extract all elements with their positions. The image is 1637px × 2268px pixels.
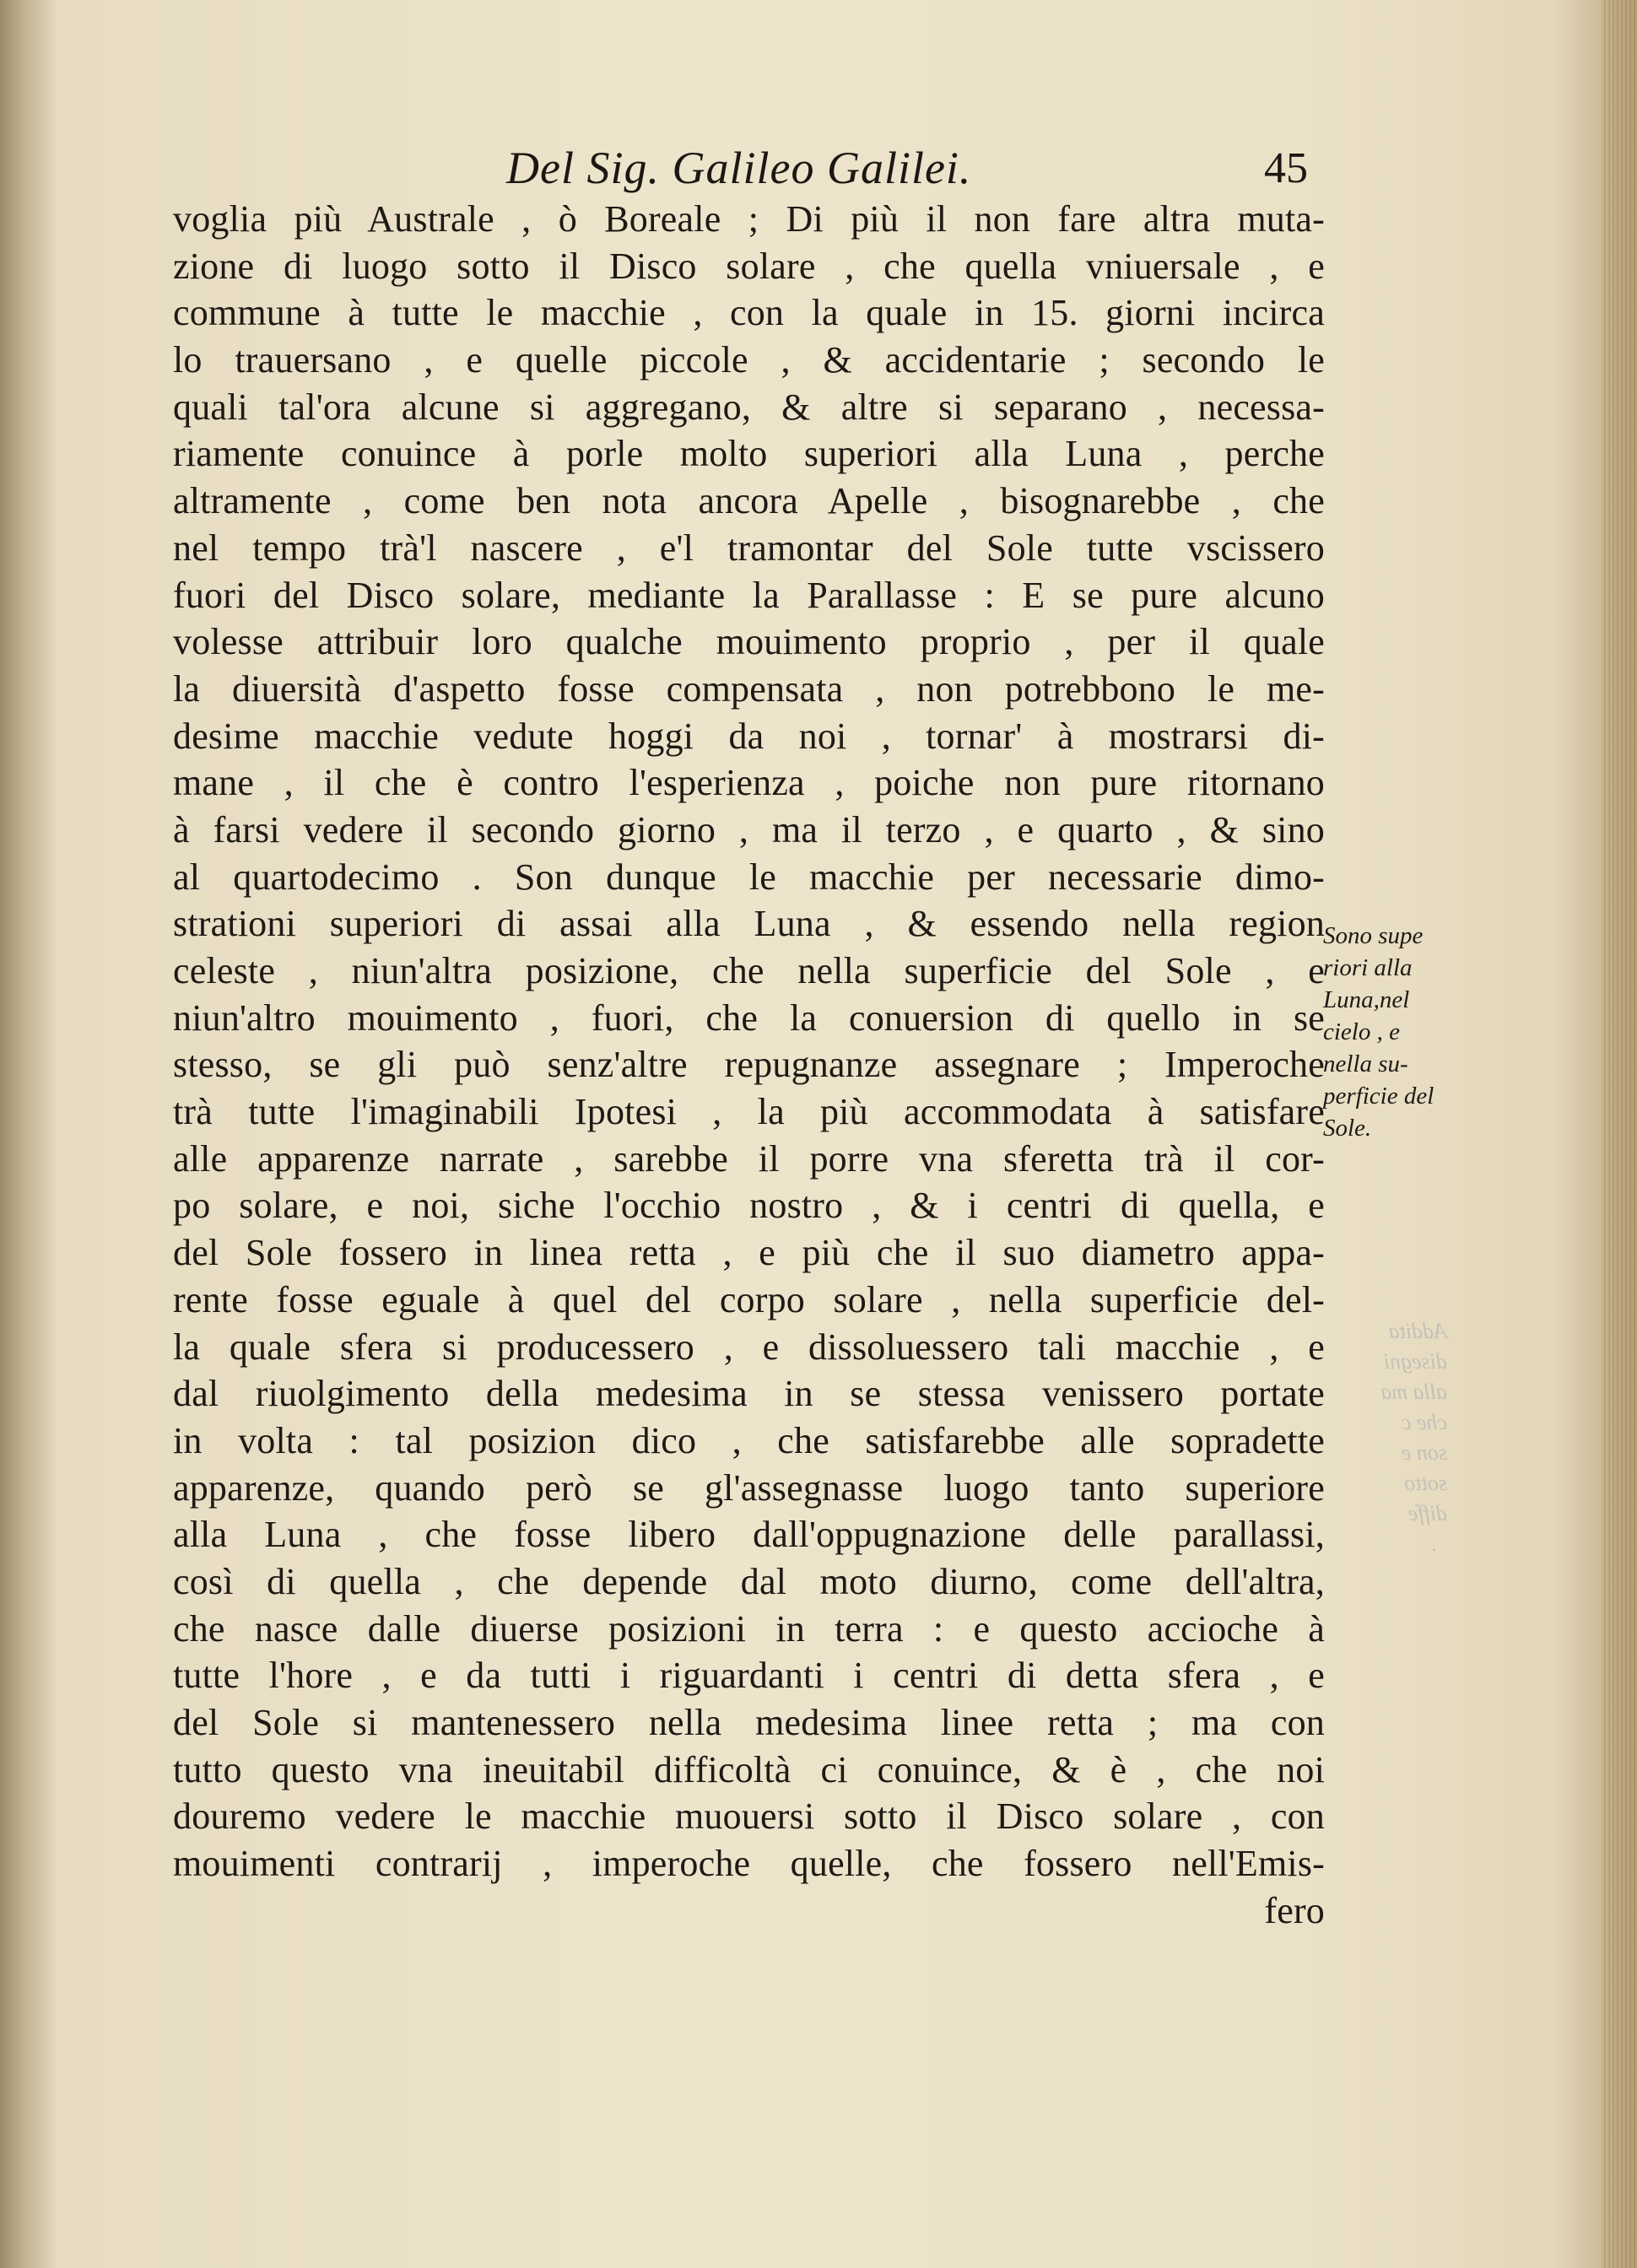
text-line: apparenze, quando però se gl'assegnasse luogo tanto superiore bbox=[173, 1466, 1325, 1509]
text-line: al quartodecimo . Son dunque le macchie per necessarie dimo- bbox=[173, 856, 1325, 898]
body-text bbox=[173, 196, 1325, 1934]
text-line: lo trauersano , e quelle piccole , & accidentarie ; secondo le bbox=[173, 339, 1325, 381]
text-line: riamente conuince à porle molto superiori alla Luna , perche bbox=[173, 433, 1325, 475]
text-line: che nasce dalle diuerse posizioni in terra : e questo accioche à bbox=[173, 1607, 1325, 1650]
margin-note-line: riori alla bbox=[1323, 954, 1413, 981]
text-line: stesso, se gli può senz'altre repugnanze assegnare ; Imperoche bbox=[173, 1044, 1325, 1086]
text-line: in volta : tal posizion dico , che satisfarebbe alle sopradette bbox=[173, 1419, 1325, 1461]
page-header bbox=[506, 142, 1316, 201]
text-line: mane , il che è contro l'esperienza , poiche non pure ritornano bbox=[173, 762, 1325, 804]
page-fore-edge bbox=[1602, 0, 1637, 2268]
text-line: del Sole fossero in linea retta , e più che il suo diametro appa- bbox=[173, 1232, 1325, 1274]
text-line: la quale sfera si producessero , e dissoluessero tali macchie , e bbox=[173, 1326, 1325, 1368]
text-line: dal riuolgimento della medesima in se stessa venissero portate bbox=[173, 1373, 1325, 1415]
text-line: desime macchie vedute hoggi da noi , tornar' à mostrarsi di- bbox=[173, 715, 1325, 757]
margin-note-line: perficie del bbox=[1323, 1083, 1434, 1110]
text-line: così di quella , che depende dal moto diurno, come dell'altra, bbox=[173, 1560, 1325, 1602]
margin-note bbox=[1323, 920, 1467, 1144]
page-number: 45 bbox=[1264, 144, 1308, 192]
text-line: mouimenti contrarij , imperoche quelle, che fossero nell'Emis- bbox=[173, 1843, 1325, 1885]
show-through-bleed: Addita disegni alla ma che c son e sotto diffe . bbox=[1380, 1319, 1447, 1556]
binding-gutter bbox=[0, 0, 59, 2268]
text-line: commune à tutte le macchie , con la quale in 15. giorni incirca bbox=[173, 292, 1325, 334]
text-line: altramente , come ben nota ancora Apelle , bisognarebbe , che bbox=[173, 480, 1325, 522]
text-line: rente fosse eguale à quel del corpo solare , nella superficie del- bbox=[173, 1278, 1325, 1320]
margin-note-line: Sono supe bbox=[1323, 922, 1424, 949]
text-line: niun'altro mouimento , fuori, che la conuersion di quello in se bbox=[173, 996, 1325, 1039]
text-line: alle apparenze narrate , sarebbe il porre vna sferetta trà il cor- bbox=[173, 1137, 1325, 1180]
running-title: Del Sig. Galileo Galilei. bbox=[506, 143, 972, 193]
text-line: douremo vedere le macchie muouersi sotto il Disco solare , con bbox=[173, 1796, 1325, 1838]
text-line: quali tal'ora alcune si aggregano, & altre si separano , necessa- bbox=[173, 386, 1325, 428]
text-line: à farsi vedere il secondo giorno , ma il terzo , e quarto , & sino bbox=[173, 808, 1325, 850]
text-line: celeste , niun'altra posizione, che nella superficie del Sole , e bbox=[173, 950, 1325, 991]
margin-note-line: nella su- bbox=[1323, 1050, 1408, 1077]
text-line: nel tempo trà'l nascere , e'l tramontar del Sole tutte vscissero bbox=[173, 526, 1325, 569]
text-line: del Sole si mantenessero nella medesima linee retta ; ma con bbox=[173, 1702, 1325, 1743]
text-line: zione di luogo sotto il Disco solare , che quella vniuersale , e bbox=[173, 245, 1325, 287]
text-line: tutte l'hore , e da tutti i riguardanti i centri di detta sfera , e bbox=[173, 1655, 1325, 1697]
text-line: alla Luna , che fosse libero dall'oppugnazione delle parallassi, bbox=[173, 1514, 1325, 1556]
text-line: po solare, e noi, siche l'occhio nostro , & i centri di quella, e bbox=[173, 1185, 1325, 1227]
catchword: fero bbox=[1264, 1889, 1325, 1931]
text-line: voglia più Australe , ò Boreale ; Di più il non fare altra muta- bbox=[173, 198, 1325, 240]
text-line: volesse attribuir loro qualche mouimento proprio , per il quale bbox=[173, 621, 1325, 663]
text-line: la diuersità d'aspetto fosse compensata , non potrebbono le me- bbox=[173, 667, 1325, 710]
text-line: fuori del Disco solare, mediante la Parallasse : E se pure alcuno bbox=[173, 574, 1325, 616]
text-line: strationi superiori di assai alla Luna , & essendo nella region bbox=[173, 903, 1325, 945]
margin-note-line: Luna,nel bbox=[1323, 986, 1410, 1013]
text-line: tutto questo vna ineuitabil difficoltà ci conuince, & è , che noi bbox=[173, 1748, 1325, 1790]
margin-note-line: cielo , e bbox=[1323, 1018, 1400, 1045]
margin-note-line: Sole. bbox=[1323, 1115, 1372, 1142]
text-line: trà tutte l'imaginabili Ipotesi , la più accommodata à satisfare bbox=[173, 1091, 1325, 1133]
